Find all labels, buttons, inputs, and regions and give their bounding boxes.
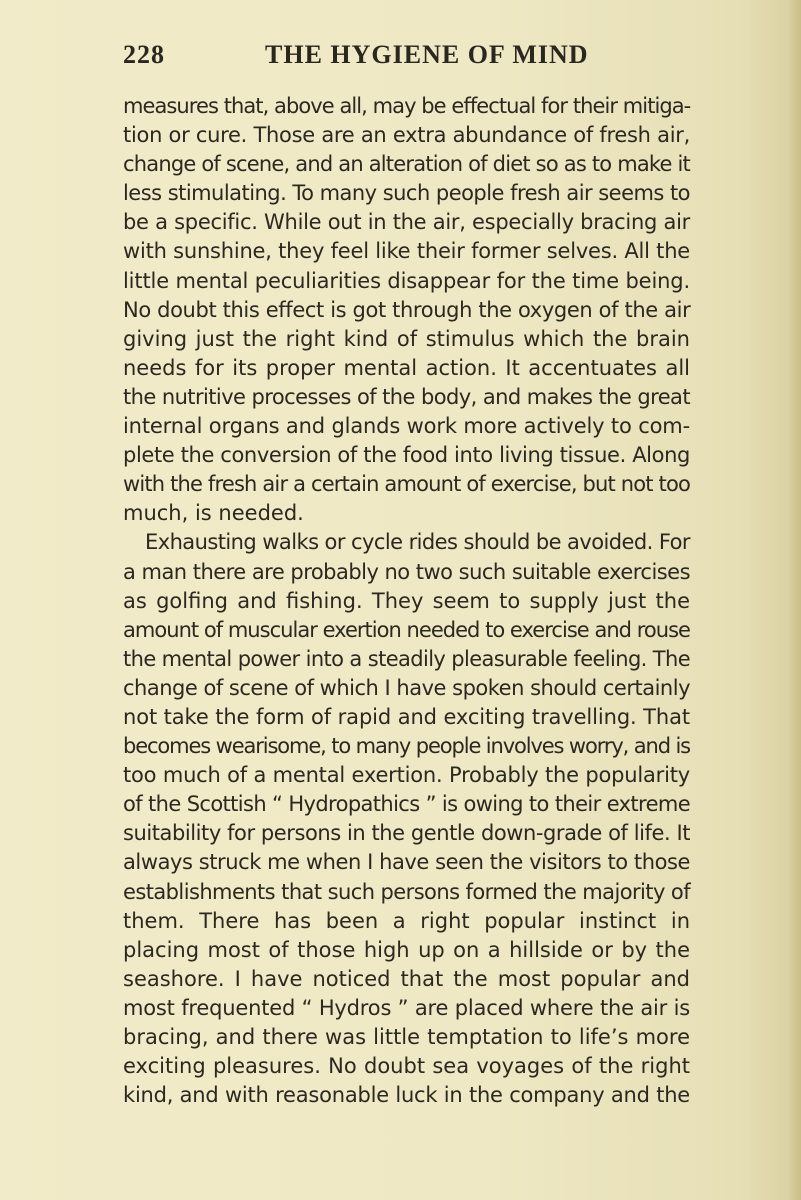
text-line: kind, and with reasonable luck in the company and the <box>123 1083 690 1108</box>
page-edge-shadow <box>787 0 801 1200</box>
page-number: 228 <box>123 40 165 69</box>
text-line: placing most of those high up on a hillside or by the <box>123 937 690 962</box>
text-line: change of scene of which I have spoken should certainly <box>123 675 690 700</box>
running-head <box>123 40 693 80</box>
text-line: them. There has been a right popular instinct in <box>123 908 690 933</box>
text-line: with sunshine, they feel like their former selves. All the <box>123 239 690 264</box>
text-line: most frequented “ Hydros ” are placed where the air is <box>123 995 690 1020</box>
text-line: with the fresh air a certain amount of exercise, but not too <box>123 472 690 497</box>
text-line: measures that, above all, may be effectual for their mitiga- <box>123 94 691 118</box>
text-line: suitability for persons in the gentle down-grade of life. It <box>123 821 690 846</box>
paragraph-end-line: much, is needed. <box>123 501 304 526</box>
text-line: amount of muscular exertion needed to exercise and rouse <box>123 617 690 642</box>
text-line: becomes wearisome, to many people involves worry, and is <box>123 734 690 759</box>
text-line: less stimulating. To many such people fresh air seems to <box>123 181 690 206</box>
text-line: seashore. I have noticed that the most popular and <box>123 966 690 991</box>
text-line: plete the conversion of the food into living tissue. Along <box>123 443 690 468</box>
body-text <box>123 92 690 1110</box>
text-line: tion or cure. Those are an extra abundance of fresh air, <box>123 123 690 148</box>
text-line: change of scene, and an alteration of diet so as to make it <box>123 152 690 177</box>
text-line: establishments that such persons formed the majority of <box>123 879 691 904</box>
text-line: little mental peculiarities disappear for the time being. <box>123 268 690 293</box>
text-line: the mental power into a steadily pleasurable feeling. The <box>123 646 691 671</box>
text-line: of the Scottish “ Hydropathics ” is owing to their extreme <box>123 792 691 817</box>
text-line: No doubt this effect is got through the oxygen of the air <box>123 297 691 322</box>
running-title: THE HYGIENE OF MIND <box>265 40 589 69</box>
text-line: too much of a mental exertion. Probably the popularity <box>123 763 691 788</box>
text-line: needs for its proper mental action. It accentuates all <box>123 355 690 380</box>
text-line: be a specific. While out in the air, especially bracing air <box>123 210 690 235</box>
text-line: exciting pleasures. No doubt sea voyages of the right <box>123 1054 690 1079</box>
text-line: internal organs and glands work more actively to com- <box>123 414 691 439</box>
text-line: bracing, and there was little temptation to life’s more <box>123 1025 690 1049</box>
text-line: as golfing and fishing. They seem to supply just the <box>123 588 690 613</box>
text-line: the nutritive processes of the body, and makes the great <box>123 384 690 409</box>
text-line: always struck me when I have seen the visitors to those <box>123 850 690 875</box>
text-line: not take the form of rapid and exciting travelling. That <box>123 704 690 729</box>
paragraph-start-line: Exhausting walks or cycle rides should be avoided. For <box>145 530 690 555</box>
text-line: a man there are probably no two such suitable exercises <box>123 559 690 584</box>
text-line: giving just the right kind of stimulus which the brain <box>123 326 690 351</box>
